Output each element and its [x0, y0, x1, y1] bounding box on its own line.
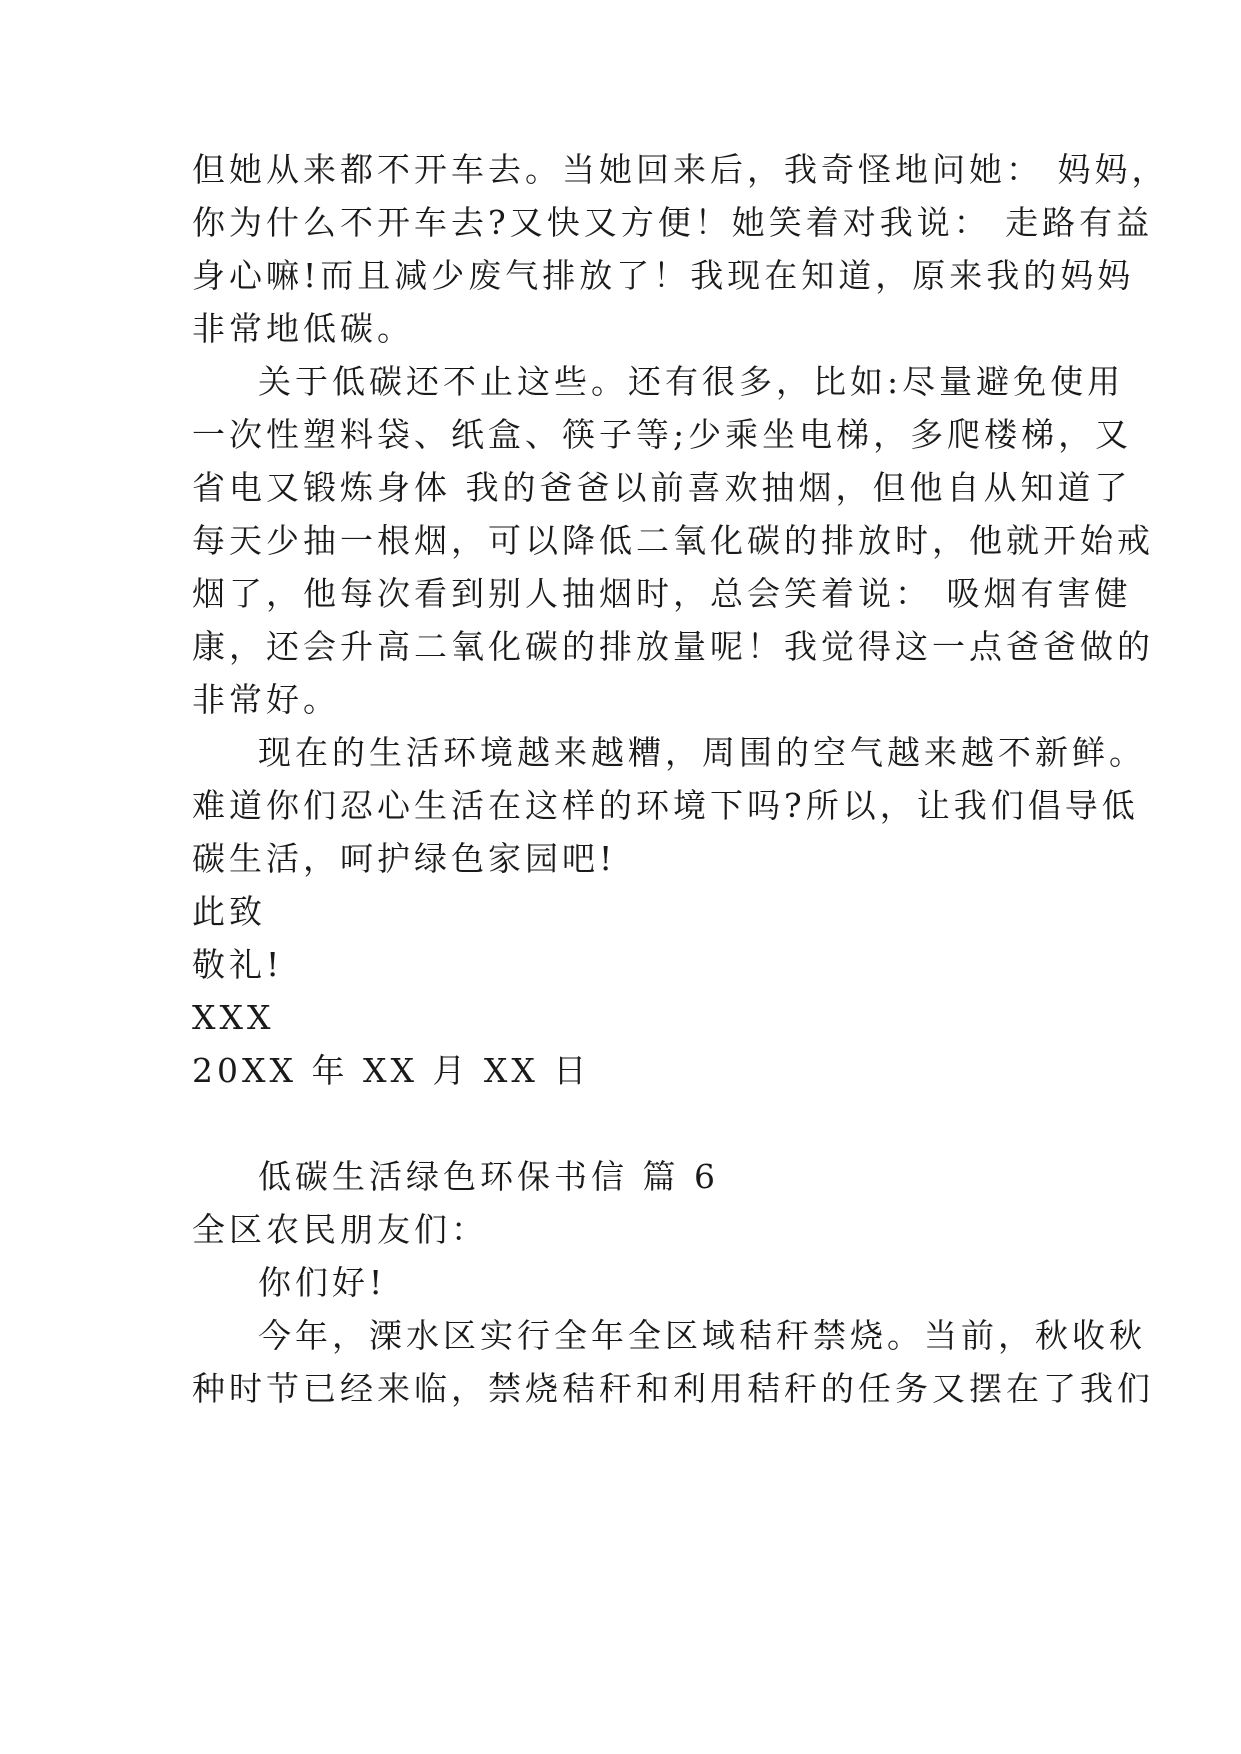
- signature-date: 20XX 年 XX 月 XX 日: [192, 1051, 591, 1090]
- paragraph-start-line: 今年，溧水区实行全年全区域秸秆禁烧。当前，秋收秋: [258, 1316, 1146, 1355]
- text-line: 难道你们忍心生活在这样的环境下吗?所以，让我们倡导低: [192, 786, 1139, 825]
- signature-name: XXX: [192, 998, 275, 1037]
- text-line: 碳生活，呵护绿色家园吧!: [192, 839, 617, 878]
- greeting-hello: 你们好!: [258, 1263, 387, 1302]
- text-line: 身心嘛!而且减少废气排放了！我现在知道，原来我的妈妈: [192, 256, 1135, 295]
- greeting-line: 全区农民朋友们：: [192, 1210, 488, 1249]
- paragraph-start-line: 关于低碳还不止这些。还有很多，比如:尽量避免使用: [258, 362, 1125, 401]
- text-line: 省电又锻炼身体 我的爸爸以前喜欢抽烟，但他自从知道了: [192, 468, 1132, 507]
- text-line: 每天少抽一根烟，可以降低二氧化碳的排放时，他就开始戒: [192, 521, 1154, 560]
- text-line: 一次性塑料袋、纸盒、筷子等;少乘坐电梯，多爬楼梯，又: [192, 415, 1133, 454]
- text-line: 但她从来都不开车去。当她回来后，我奇怪地问她： 妈妈，: [192, 150, 1169, 189]
- text-line: 康，还会升高二氧化碳的排放量呢！我觉得这一点爸爸做的: [192, 627, 1154, 666]
- text-line: 你为什么不开车去?又快又方便！她笑着对我说： 走路有益: [192, 203, 1154, 242]
- section-heading: 低碳生活绿色环保书信 篇 6: [258, 1157, 719, 1196]
- text-line: 种时节已经来临，禁烧秸秆和利用秸秆的任务又摆在了我们: [192, 1369, 1154, 1408]
- closing-regards: 敬礼!: [192, 945, 284, 984]
- text-line: 非常地低碳。: [192, 309, 414, 348]
- closing-salutation: 此致: [192, 892, 266, 931]
- text-line: 烟了，他每次看到别人抽烟时，总会笑着说： 吸烟有害健: [192, 574, 1132, 613]
- paragraph-start-line: 现在的生活环境越来越糟，周围的空气越来越不新鲜。: [258, 733, 1146, 772]
- text-line: 非常好。: [192, 680, 340, 719]
